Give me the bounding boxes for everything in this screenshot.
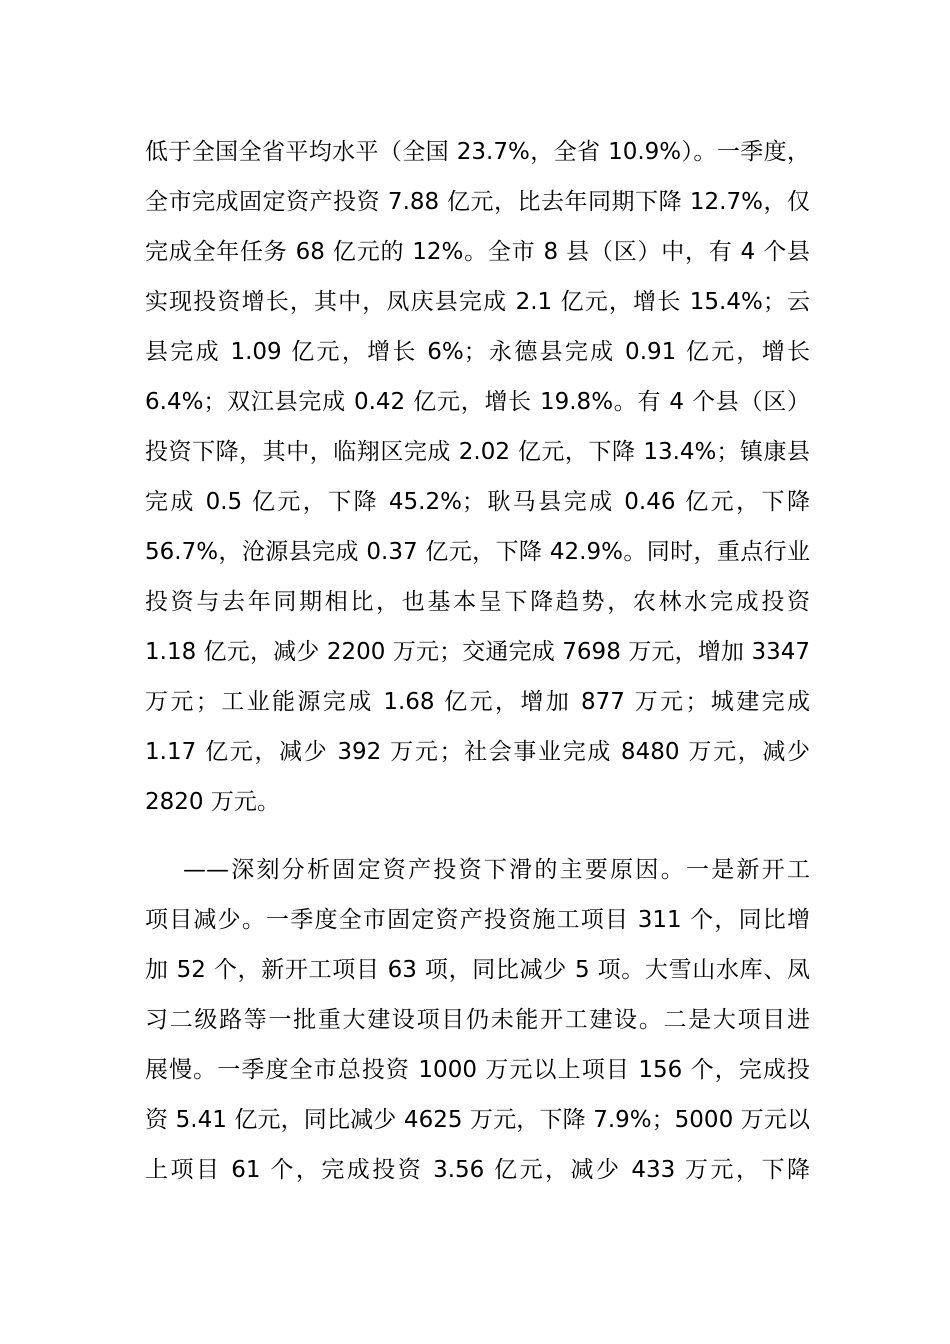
text-line: 万元；工业能源完成 1.68 亿元，增加 877 万元；城建完成	[145, 689, 810, 715]
text-line: 习二级路等一批重大建设项目仍未能开工建设。二是大项目进	[145, 1007, 810, 1033]
text-line: 1.17 亿元，减少 392 万元；社会事业完成 8480 万元，减少	[145, 739, 810, 765]
text-line: 县完成 1.09 亿元，增长 6%；永德县完成 0.91 亿元，增长	[145, 339, 810, 365]
text-line: 投资与去年同期相比，也基本呈下降趋势，农林水完成投资	[145, 589, 810, 615]
text-line: 展慢。一季度全市总投资 1000 万元以上项目 156 个，完成投	[145, 1057, 810, 1083]
text-line: 56.7%，沧源县完成 0.37 亿元，下降 42.9%。同时，重点行业	[145, 539, 810, 565]
text-line: ——深刻分析固定资产投资下滑的主要原因。一是新开工	[183, 857, 810, 883]
text-line: 低于全国全省平均水平（全国 23.7%，全省 10.9%）。一季度，	[145, 139, 810, 165]
text-line: 完成全年任务 68 亿元的 12%。全市 8 县（区）中，有 4 个县	[145, 239, 810, 265]
text-line: 完成 0.5 亿元，下降 45.2%；耿马县完成 0.46 亿元，下降	[145, 489, 810, 515]
text-line: 全市完成固定资产投资 7.88 亿元，比去年同期下降 12.7%，仅	[145, 189, 810, 215]
text-line: 6.4%；双江县完成 0.42 亿元，增长 19.8%。有 4 个县（区）	[145, 389, 810, 415]
text-line: 加 52 个，新开工项目 63 项，同比减少 5 项。大雪山水库、凤	[145, 957, 810, 983]
text-line: 实现投资增长，其中，凤庆县完成 2.1 亿元，增长 15.4%；云	[145, 289, 810, 315]
text-line: 资 5.41 亿元，同比减少 4625 万元，下降 7.9%；5000 万元以	[145, 1107, 810, 1133]
text-line: 投资下降，其中，临翔区完成 2.02 亿元，下降 13.4%；镇康县	[145, 439, 810, 465]
text-line: 上项目 61 个，完成投资 3.56 亿元，减少 433 万元，下降	[145, 1157, 810, 1183]
text-line: 项目减少。一季度全市固定资产投资施工项目 311 个，同比增	[145, 907, 810, 933]
text-line: 1.18 亿元，减少 2200 万元；交通完成 7698 万元，增加 3347	[145, 639, 810, 665]
text-line: 2820 万元。	[145, 789, 280, 815]
